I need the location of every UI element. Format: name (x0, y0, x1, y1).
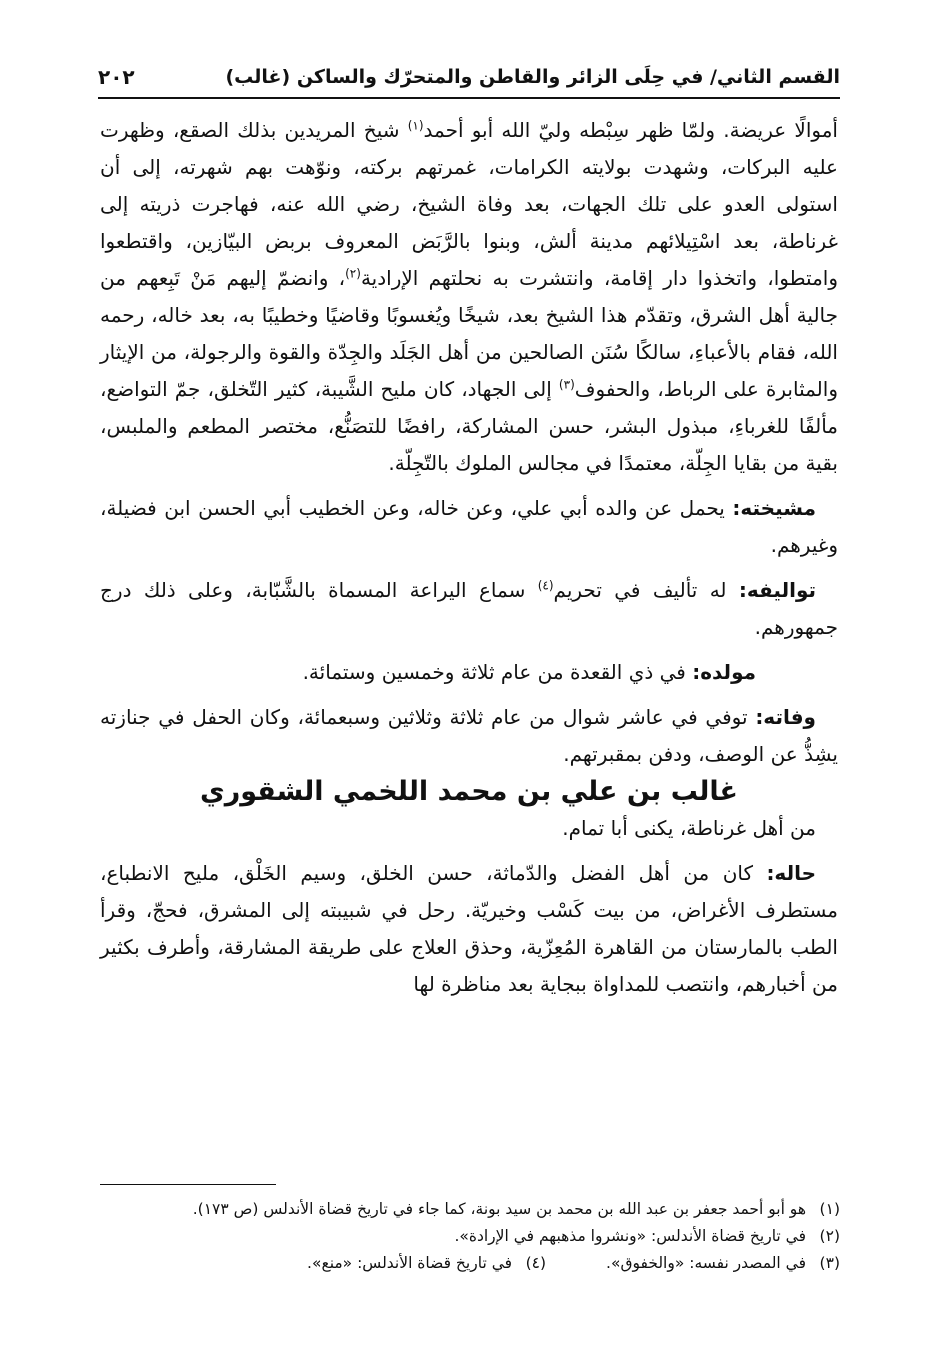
tawalif-paragraph: تواليفه: له تأليف في تحريم$^{(٤)}$ سماع اليراعة المسماة بالشَّبّابة، وعلى ذلك درج جمهورهم. (100, 578, 838, 639)
footnote-4: (٤) في تاريخ قضاة الأندلس: «منع». (307, 1254, 547, 1272)
footnote-2: (٢) في تاريخ قضاة الأندلس: «ونشروا مذهبهم في الإرادة». (454, 1227, 840, 1245)
mashyakha-label: مشيخته: (732, 496, 816, 520)
footnote-ref-1[interactable]: (١) (407, 118, 424, 133)
mawlid-paragraph: مولده: في ذي القعدة من عام ثلاثة وخمسين وستمائة. (302, 660, 756, 684)
hal-label: حاله: (766, 861, 816, 885)
running-title: القسم الثاني/ في حِلَى الزائر والقاطن والمتحرّك والساكن (غالب) (225, 66, 840, 88)
tawalif-label: تواليفه: (738, 578, 816, 602)
header-rule (98, 97, 840, 99)
footnote-ref-4[interactable]: (٤) (537, 578, 554, 593)
page-number: ٢٠٢ (98, 65, 135, 89)
section-heading: غالب بن علي بن محمد اللخمي الشقوري (199, 776, 739, 807)
footnote-row-3-4 (100, 1250, 840, 1277)
footnote-rule (100, 1184, 276, 1185)
footnote-3: (٣) في المصدر نفسه: «والخفوق». (606, 1254, 840, 1272)
main-text (100, 112, 838, 1003)
footnote-1: (١) هو أبو أحمد جعفر بن عبد الله بن محمد بن سيد بونة، كما جاء في تاريخ قضاة الأندلس (ص ١٧٣). (192, 1200, 840, 1218)
wafat-paragraph: وفاته: توفي في عاشر شوال من عام ثلاثة وثلاثين وسبعمائة، وكان الحفل في جنازته يشِذُّ عن الوصف، ودفن بمقبرتهم. (100, 705, 838, 766)
wafat-label: وفاته: (755, 705, 816, 729)
footnote-ref-2[interactable]: (٢) (345, 266, 361, 281)
paragraph-continuation: أموالًا عريضة. ولمّا ظهر سِبْطه وليّ الله أبو أحمد$^{(١)}$ شيخ المريدين بذلك الصقع، وظهرت عليه البركات، وشهدت بولايته الكرامات، غمرتهم بركته، ونوّهت بهم شهرته، إلى أن استولى العدو على تلك الجهات، بعد وفاة الشيخ، رضي الله عنه، فهاجرت ذريته إلى غرناطة، بعد اسْتِيلائهم مدينة ألش، وبنوا بالرَّبَض المعروف بربض البيّازين، واقتطعوا وامتطوا، واتخذوا دار إقامة، وانتشرت به نحلتهم الإرادية$^{(٢)}$، وانضمّ إليهم مَنْ تَبِعهم من جالية أهل الشرق، وتقدّم هذا الشيخ بعد، شيخًا ويُغسوبًا وقاضيًا وخطيبًا به، بعد خاله، رحمه الله، فقام بالأعباءِ، سالكًا سُنَن الصالحين من أهل الجَلَد والجِدّة والقوة والرجولة، من الإيثار والمثابرة على الرباط، والحفوف$^{(٣)}$ إلى الجهاد، كان مليح الشَّيبة، كثير التّخلق، جمّ التواضع، مألفًا للغرباءِ، مبذول البشر، حسن المشاركة، رافضًا للتصَنُّع، مختصر المطعم والملبس، بقية من بقايا الجِلّة، معتمدًا في مجالس الملوك بالتّجِلّة. (100, 118, 839, 475)
mawlid-label: مولده: (692, 660, 756, 684)
mashyakha-paragraph: مشيخته: يحمل عن والده أبي علي، وعن خاله، وعن الخطيب أبي الحسن ابن فضيلة، وغيرهم. (100, 496, 838, 557)
hal-paragraph: حاله: كان من أهل الفضل والدّماثة، حسن الخلق، وسيم الخَلْق، مليح الانطباع، مستطرف الأغراض، من بيت كَسْب وخيريّة. رحل في شبيبته إلى المشرق، فحجّ، وقرأ الطب بالمارستان من القاهرة المُعِزّية، وحذق العلاج على طريقة المشارقة، وأطرف بكثير من أخبارهم، وانتصب للمداواة ببجاية بعد مناظرة لها (100, 861, 838, 996)
running-header (98, 60, 840, 94)
footnote-ref-3[interactable]: (٣) (558, 377, 575, 392)
section-intro: من أهل غرناطة، يكنى أبا تمام. (562, 816, 816, 840)
footnotes (100, 1196, 840, 1277)
